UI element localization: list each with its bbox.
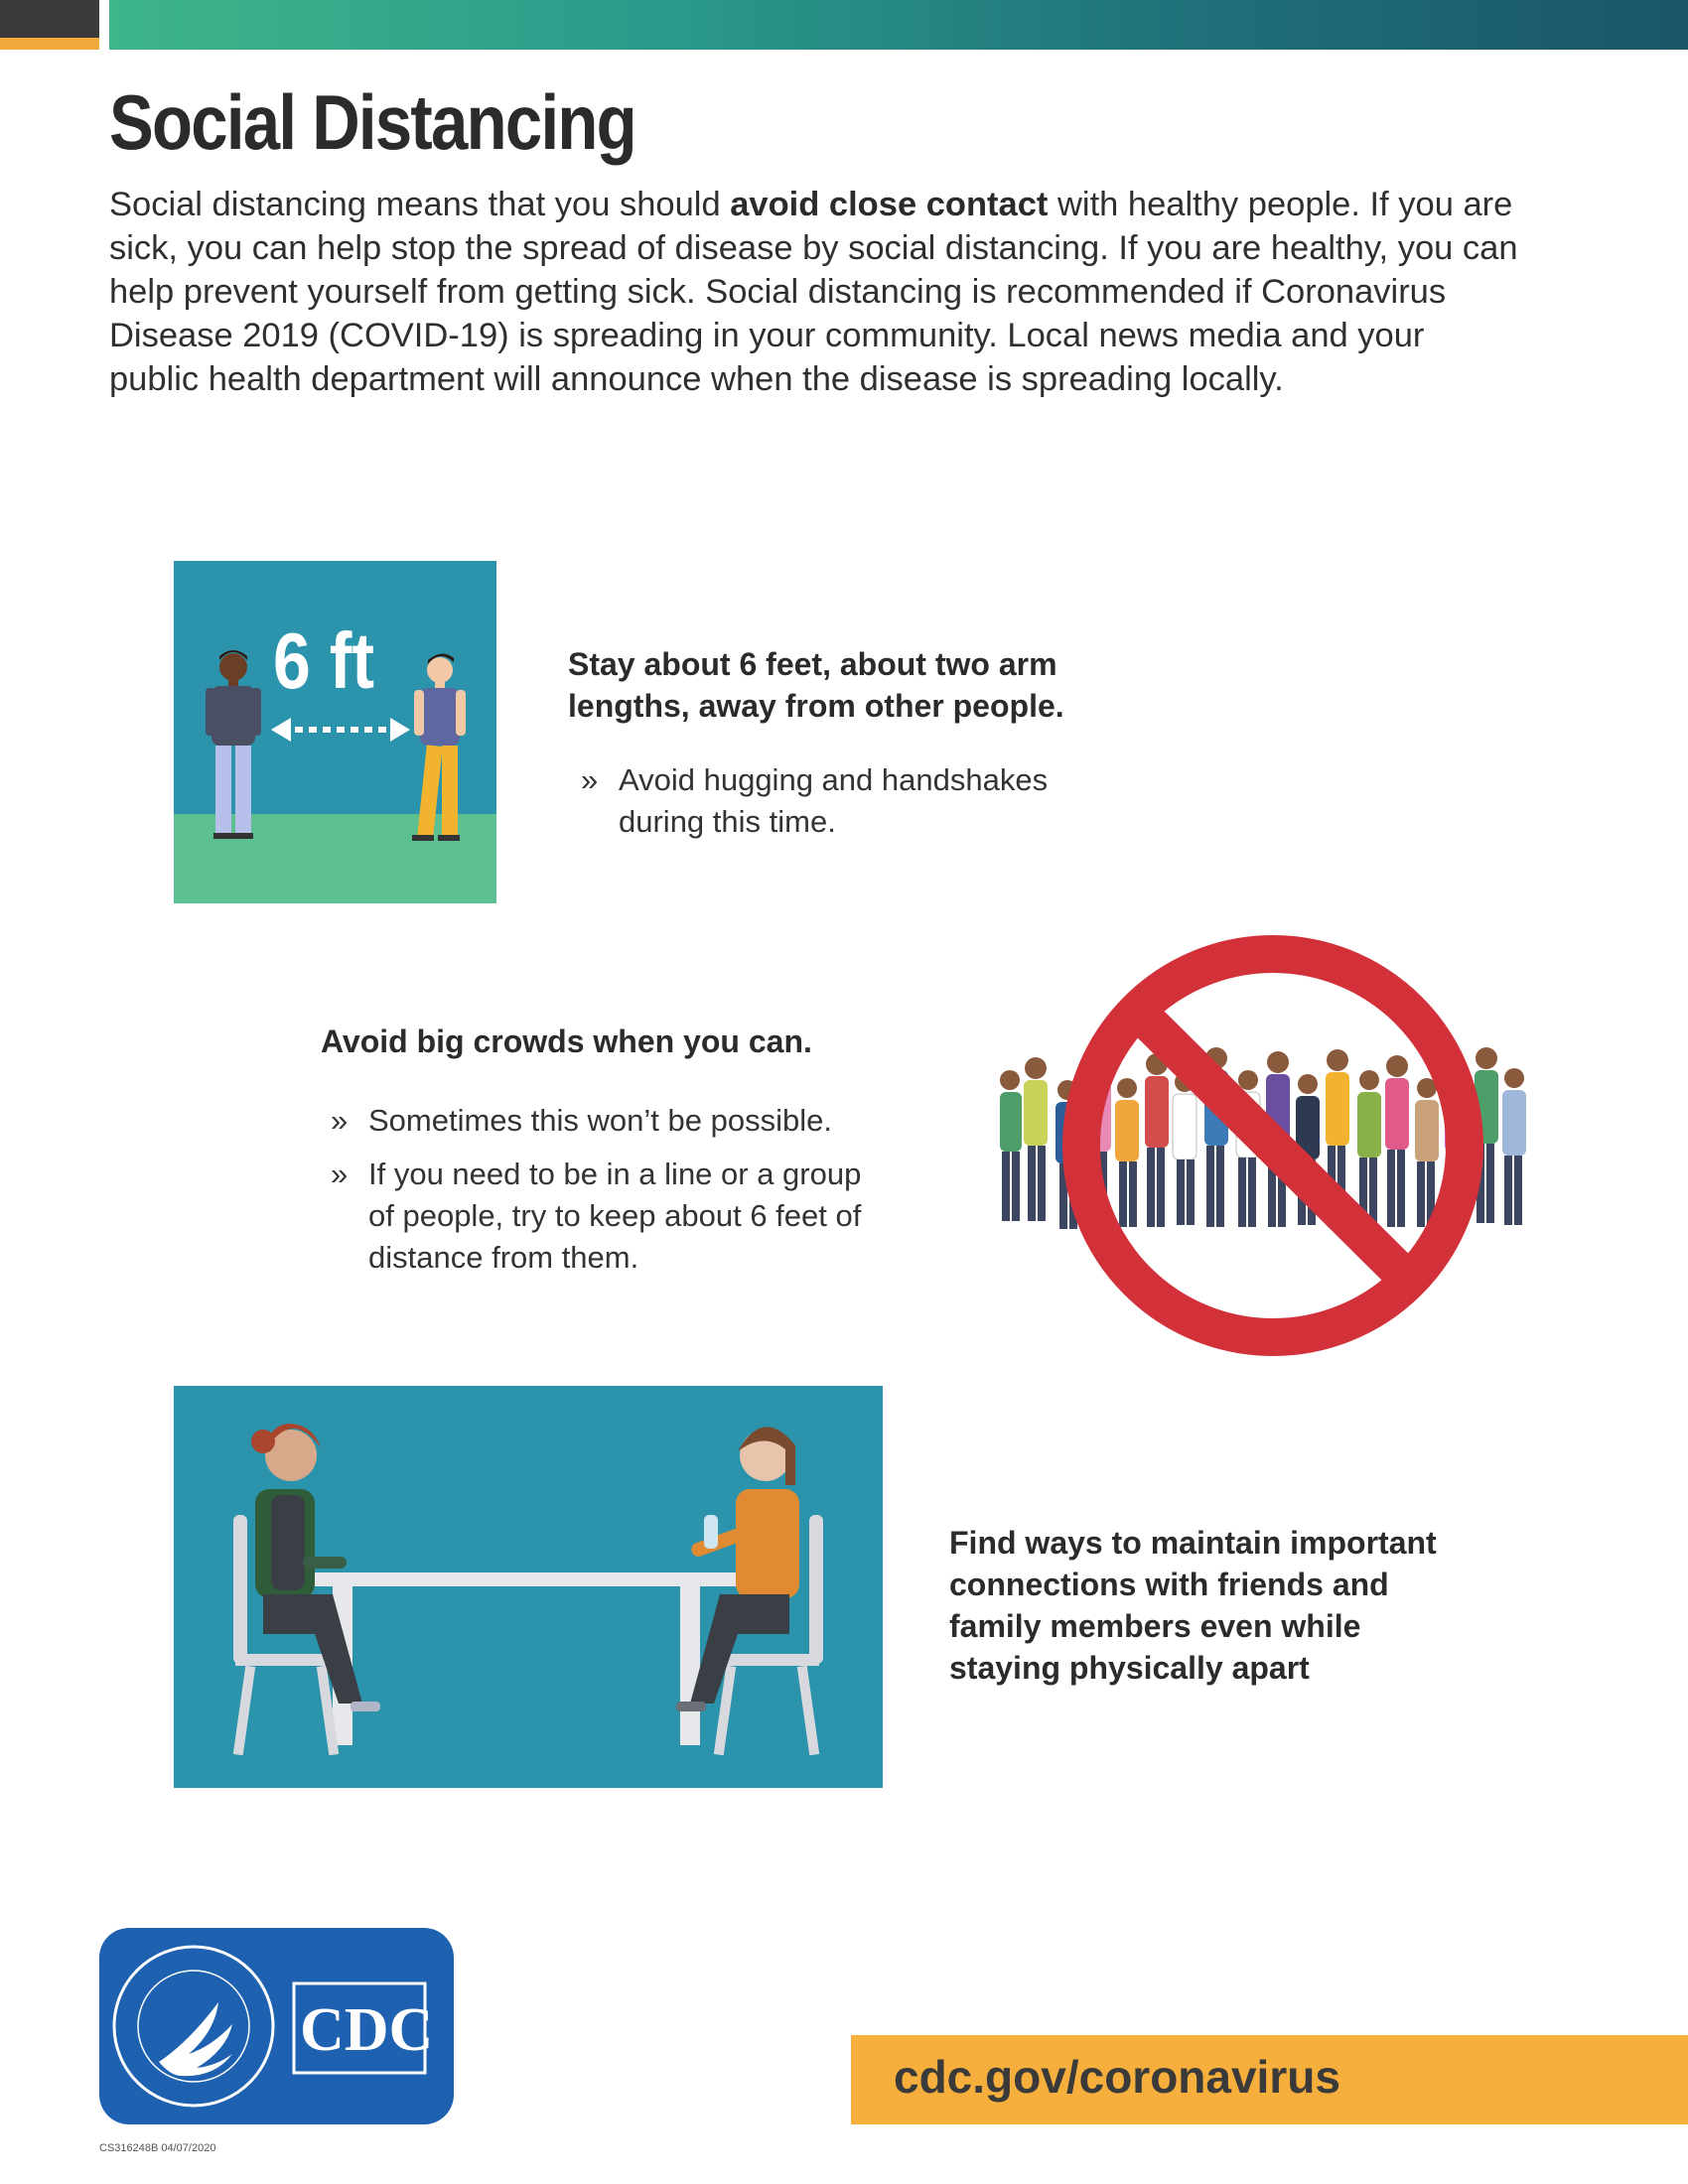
crowds-heading: Avoid big crowds when you can.: [321, 1024, 812, 1059]
bullet-text: Sometimes this won’t be possible.: [368, 1103, 832, 1138]
bullet-marker: »: [331, 1103, 349, 1138]
header-bar-gradient: [109, 0, 1688, 50]
list-item: [581, 759, 1097, 843]
intro-text-end: with healthy people. If you are sick, you can help stop the spread of disease by social distancing. If you are healthy, you can help prevent yourself from getting sick. Social distancing is recommended if Coronavirus Disease 2019 (COVID-19) is spreading in your community. Local news media and your public health department will announce when the disease is spreading locally.: [109, 186, 1518, 398]
document-code: CS316248B 04/07/2020: [99, 2142, 216, 2154]
bullet-marker: »: [331, 1157, 349, 1191]
bullet-text: If you need to be in a line or a group of people, try to keep about 6 feet of distance from them.: [368, 1157, 862, 1275]
six-feet-illustration-graphic: [174, 561, 496, 903]
six-feet-label: 6 ft: [273, 616, 374, 705]
header-bar-accent: [0, 38, 99, 50]
intro-paragraph: [109, 183, 1519, 401]
list-item: [331, 1154, 887, 1279]
header-bar-dark: [0, 0, 99, 38]
connections-heading: Find ways to maintain important connections with friends and family members even while staying physically apart: [949, 1525, 1437, 1686]
intro-text-start: Social distancing means that you should: [109, 186, 731, 223]
intro-text-bold: avoid close contact: [730, 186, 1049, 223]
crowd-no-sign-illustration: [988, 931, 1544, 1360]
six-feet-illustration: [174, 561, 496, 903]
crowds-bullets: [331, 1100, 887, 1291]
cdc-logo-text: CDC: [300, 1996, 434, 2064]
page-title: Social Distancing: [109, 78, 635, 166]
table-graphic: [174, 1386, 883, 1788]
bullet-marker: »: [581, 762, 599, 797]
crowd-graphic: [988, 931, 1544, 1360]
hhs-eagle-icon: [159, 2002, 232, 2076]
table-illustration: [174, 1386, 883, 1788]
list-item: [331, 1100, 887, 1142]
bullet-text: Avoid hugging and handshakes during this time.: [619, 762, 1049, 839]
distance-bullets: [581, 759, 1097, 855]
hhs-cdc-logo: [99, 1928, 454, 2124]
distance-heading: Stay about 6 feet, about two arm lengths, away from other people.: [568, 646, 1064, 724]
cdc-coronavirus-link[interactable]: cdc.gov/coronavirus: [894, 2051, 1340, 2103]
